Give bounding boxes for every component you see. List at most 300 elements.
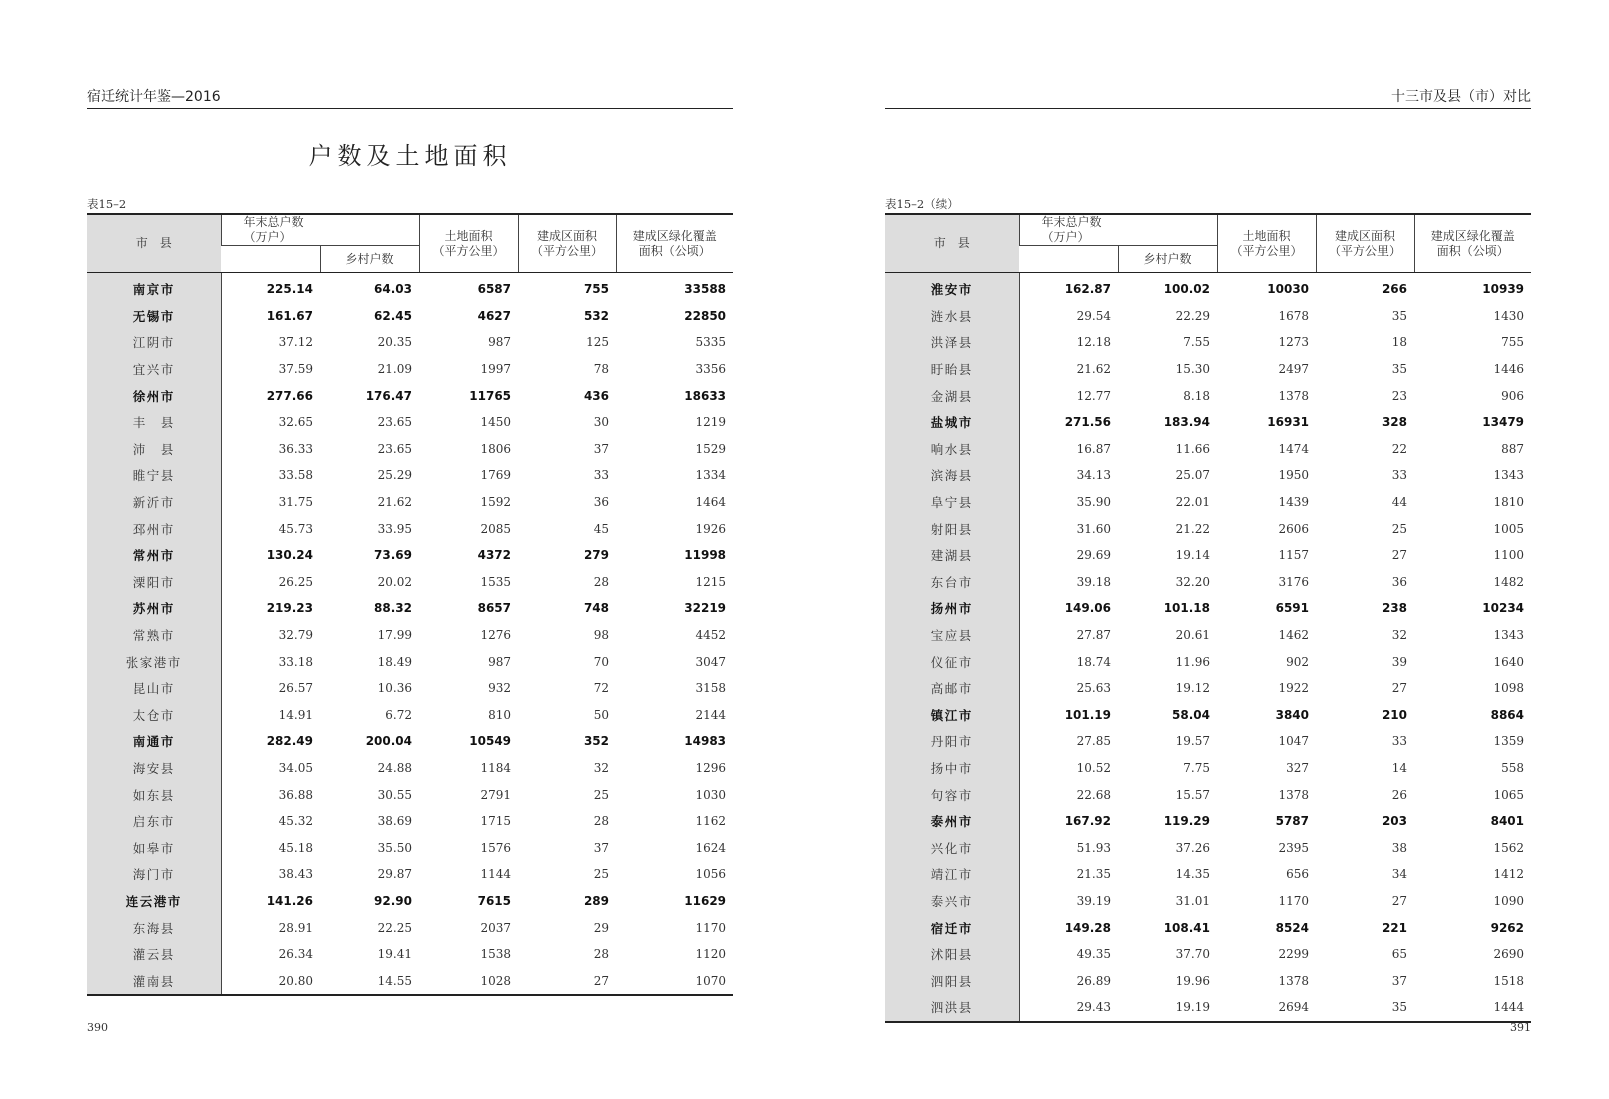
region-name-cell: 阜宁县 [885,489,1019,516]
households-cell: 28.91 [278,920,313,935]
land-cell: 1922 [1278,681,1310,696]
table-row [87,808,733,835]
table-row [87,489,733,516]
households-cell: 27.87 [1076,628,1111,643]
land-cell: 932 [488,681,512,696]
rural-cell: 100.02 [1163,282,1211,297]
built-cell: 37 [593,840,610,855]
running-head-left: 宿迁统计年鉴—2016 [87,86,733,109]
land-cell: 327 [1286,760,1310,775]
land-cell: 3840 [1275,707,1310,722]
rural-cell: 14.55 [377,973,413,988]
region-name-cell: 南通市 [87,728,221,755]
region-name-cell: 镇江市 [885,702,1019,729]
built-cell: 125 [586,335,610,350]
region-name-cell: 沭阳县 [885,941,1019,968]
households-cell: 33.58 [278,468,313,483]
table-row [885,702,1531,729]
land-cell: 7615 [477,893,512,908]
green-cell: 3356 [695,362,727,377]
households-cell: 225.14 [266,282,313,297]
rural-cell: 200.04 [365,734,413,749]
land-cell: 1538 [480,947,512,962]
rural-cell: 10.36 [377,681,413,696]
green-cell: 1215 [695,574,727,589]
rural-cell: 7.75 [1183,760,1211,775]
rural-cell: 21.09 [377,362,413,377]
rural-cell: 21.62 [377,495,413,510]
table-row [885,409,1531,436]
page-number-right: 391 [1510,1021,1531,1034]
green-cell: 8401 [1490,814,1525,829]
households-cell: 39.19 [1076,893,1111,908]
built-cell: 39 [1391,654,1408,669]
region-name-cell: 江阴市 [87,329,221,356]
rural-cell: 8.18 [1183,388,1211,403]
region-name-cell: 丰 县 [87,409,221,436]
land-cell: 1678 [1278,308,1310,323]
table-row [87,356,733,383]
rural-cell: 119.29 [1163,814,1211,829]
region-name-cell: 常州市 [87,542,221,569]
table-row [885,595,1531,622]
table-row [87,303,733,330]
header-built: 建成区面积 （平方公里） [1316,214,1414,273]
table-row [87,781,733,808]
land-cell: 1950 [1278,468,1310,483]
households-cell: 31.60 [1076,521,1111,536]
rural-cell: 18.49 [377,654,413,669]
built-cell: 32 [1391,628,1408,643]
built-cell: 25 [593,787,610,802]
built-cell: 279 [583,548,610,563]
table-row [885,462,1531,489]
green-cell: 1446 [1493,362,1525,377]
households-cell: 27.85 [1076,734,1111,749]
built-cell: 98 [593,628,610,643]
region-name-cell: 洪泽县 [885,329,1019,356]
rural-cell: 20.35 [377,335,413,350]
green-cell: 4452 [695,628,727,643]
households-cell: 162.87 [1064,282,1111,297]
built-cell: 32 [593,760,610,775]
table-row [87,648,733,675]
built-cell: 755 [583,282,610,297]
green-cell: 1334 [695,468,727,483]
table-row [885,914,1531,941]
table-row [885,622,1531,649]
table-row [87,436,733,463]
green-cell: 10939 [1482,282,1525,297]
households-cell: 29.69 [1076,548,1111,563]
households-cell: 12.77 [1076,388,1111,403]
rural-cell: 30.55 [377,787,413,802]
built-cell: 33 [1391,468,1408,483]
region-name-cell: 涟水县 [885,303,1019,330]
built-cell: 22 [1391,441,1408,456]
built-cell: 38 [1391,840,1408,855]
table-row [885,834,1531,861]
table-row [885,489,1531,516]
built-cell: 27 [1391,548,1408,563]
table-row [885,728,1531,755]
green-cell: 32219 [684,601,727,616]
rural-cell: 23.65 [377,441,413,456]
land-cell: 1462 [1278,628,1310,643]
land-cell: 1439 [1278,495,1310,510]
households-cell: 26.25 [278,574,313,589]
region-name-cell: 南京市 [87,273,221,303]
table-row [87,515,733,542]
header-rural: 乡村户数 [1118,246,1217,273]
region-name-cell: 宜兴市 [87,356,221,383]
built-cell: 266 [1381,282,1408,297]
built-cell: 221 [1381,920,1408,935]
table-row [885,273,1531,303]
built-cell: 72 [593,681,610,696]
households-cell: 149.06 [1064,601,1111,616]
green-cell: 10234 [1482,601,1525,616]
region-name-cell: 东海县 [87,914,221,941]
households-cell: 29.43 [1076,1000,1111,1015]
region-name-cell: 射阳县 [885,515,1019,542]
region-name-cell: 泰州市 [885,808,1019,835]
green-cell: 3047 [695,654,727,669]
green-cell: 1056 [695,867,727,882]
table-row [87,861,733,888]
stats-table-left [87,213,733,996]
region-name-cell: 仪征市 [885,648,1019,675]
households-cell: 21.62 [1076,362,1111,377]
built-cell: 33 [1391,734,1408,749]
households-cell: 39.18 [1076,574,1111,589]
built-cell: 36 [593,495,610,510]
green-cell: 2144 [695,707,727,722]
green-cell: 2690 [1493,947,1525,962]
built-cell: 70 [593,654,610,669]
rural-cell: 25.29 [377,468,413,483]
region-name-cell: 溧阳市 [87,569,221,596]
rural-cell: 22.29 [1175,308,1211,323]
green-cell: 1090 [1493,893,1525,908]
page-title: 户数及土地面积 [308,142,512,170]
built-cell: 37 [1391,973,1408,988]
households-cell: 130.24 [266,548,313,563]
region-name-cell: 滨海县 [885,462,1019,489]
region-name-cell: 无锡市 [87,303,221,330]
land-cell: 1715 [480,814,512,829]
table-row [885,648,1531,675]
green-cell: 1098 [1493,681,1525,696]
built-cell: 44 [1391,495,1408,510]
green-cell: 14983 [684,734,727,749]
region-name-cell: 睢宁县 [87,462,221,489]
land-cell: 1184 [480,760,512,775]
rural-cell: 17.99 [377,628,413,643]
green-cell: 1518 [1493,973,1525,988]
green-cell: 1170 [695,920,727,935]
land-cell: 8657 [477,601,512,616]
rural-cell: 11.96 [1175,654,1211,669]
built-cell: 29 [593,920,610,935]
rural-cell: 37.26 [1175,840,1211,855]
land-cell: 4372 [477,548,512,563]
land-cell: 8524 [1275,920,1310,935]
households-cell: 36.88 [278,787,313,802]
built-cell: 65 [1391,947,1408,962]
green-cell: 1343 [1493,628,1525,643]
green-cell: 3158 [695,681,727,696]
built-cell: 210 [1381,707,1408,722]
land-cell: 5787 [1275,814,1310,829]
table-row [885,569,1531,596]
rural-cell: 11.66 [1175,441,1211,456]
table-row [87,834,733,861]
region-name-cell: 扬州市 [885,595,1019,622]
region-name-cell: 如皋市 [87,834,221,861]
table-row [87,462,733,489]
rural-cell: 23.65 [377,415,413,430]
green-cell: 558 [1501,760,1525,775]
header-green: 建成区绿化覆盖 面积（公顷） [616,214,733,273]
rural-cell: 64.03 [374,282,413,297]
built-cell: 27 [1391,893,1408,908]
table-row [87,382,733,409]
households-cell: 34.13 [1076,468,1111,483]
land-cell: 1474 [1278,441,1310,456]
green-cell: 1359 [1493,734,1525,749]
households-cell: 22.68 [1076,787,1111,802]
land-cell: 656 [1286,867,1310,882]
land-cell: 1378 [1278,973,1310,988]
table-row [87,755,733,782]
land-cell: 16931 [1267,415,1310,430]
land-cell: 1047 [1278,734,1310,749]
land-cell: 2299 [1278,947,1310,962]
built-cell: 532 [583,308,610,323]
green-cell: 1444 [1493,1000,1525,1015]
land-cell: 2497 [1278,362,1310,377]
green-cell: 755 [1501,335,1525,350]
region-name-cell: 丹阳市 [885,728,1019,755]
table-row [885,994,1531,1022]
land-cell: 2395 [1278,840,1310,855]
table-row [87,273,733,303]
households-cell: 26.89 [1076,973,1111,988]
households-cell: 26.34 [278,947,313,962]
rural-cell: 88.32 [374,601,413,616]
households-cell: 45.18 [278,840,313,855]
built-cell: 23 [1391,388,1408,403]
region-name-cell: 宝应县 [885,622,1019,649]
green-cell: 1030 [695,787,727,802]
table-row [885,861,1531,888]
rural-cell: 20.02 [377,574,413,589]
built-cell: 30 [593,415,610,430]
green-cell: 1412 [1493,867,1525,882]
households-cell: 16.87 [1076,441,1111,456]
built-cell: 78 [593,362,610,377]
region-name-cell: 扬中市 [885,755,1019,782]
land-cell: 987 [488,335,512,350]
households-cell: 49.35 [1076,947,1111,962]
households-cell: 32.65 [278,415,313,430]
land-cell: 1157 [1278,548,1310,563]
households-cell: 35.90 [1076,495,1111,510]
households-cell: 12.18 [1076,335,1111,350]
region-name-cell: 昆山市 [87,675,221,702]
green-cell: 11998 [684,548,727,563]
green-cell: 1624 [695,840,727,855]
green-cell: 1162 [695,814,727,829]
built-cell: 50 [593,707,610,722]
region-name-cell: 如东县 [87,781,221,808]
region-name-cell: 响水县 [885,436,1019,463]
table-row [87,967,733,995]
table-row [87,888,733,915]
green-cell: 1430 [1493,308,1525,323]
rural-cell: 22.01 [1175,495,1211,510]
region-name-cell: 盐城市 [885,409,1019,436]
households-cell: 101.19 [1064,707,1111,722]
table-row [87,702,733,729]
built-cell: 238 [1381,601,1408,616]
land-cell: 1378 [1278,388,1310,403]
rural-cell: 21.22 [1175,521,1211,536]
green-cell: 1482 [1493,574,1525,589]
land-cell: 11765 [469,388,512,403]
table-row [885,542,1531,569]
region-name-cell: 启东市 [87,808,221,835]
land-cell: 1997 [480,362,512,377]
table-row [885,329,1531,356]
region-name-cell: 建湖县 [885,542,1019,569]
land-cell: 902 [1286,654,1310,669]
region-name-cell: 盱眙县 [885,356,1019,383]
land-cell: 2037 [480,920,512,935]
table-row [885,356,1531,383]
land-cell: 3176 [1278,574,1310,589]
households-cell: 25.63 [1076,681,1111,696]
households-cell: 36.33 [278,441,313,456]
land-cell: 1576 [480,840,512,855]
built-cell: 18 [1391,335,1408,350]
region-name-cell: 宿迁市 [885,914,1019,941]
households-cell: 271.56 [1064,415,1111,430]
rural-cell: 38.69 [377,814,413,829]
land-cell: 1273 [1278,335,1310,350]
green-cell: 1529 [695,441,727,456]
header-land: 土地面积 （平方公里） [1217,214,1316,273]
region-name-cell: 太仓市 [87,702,221,729]
region-name-cell: 靖江市 [885,861,1019,888]
rural-cell: 37.70 [1175,947,1211,962]
built-cell: 25 [1391,521,1408,536]
green-cell: 22850 [684,308,727,323]
built-cell: 28 [593,574,610,589]
table-row [87,622,733,649]
table-row [885,303,1531,330]
rural-cell: 22.25 [377,920,413,935]
header-land: 土地面积 （平方公里） [419,214,518,273]
header-households: 年末总户数 （万户） [1019,214,1217,246]
green-cell: 1219 [695,415,727,430]
land-cell: 1028 [480,973,512,988]
land-cell: 1592 [480,495,512,510]
households-cell: 45.73 [278,521,313,536]
region-name-cell: 高邮市 [885,675,1019,702]
land-cell: 1769 [480,468,512,483]
table-row [87,941,733,968]
table-row [87,409,733,436]
land-cell: 810 [488,707,512,722]
households-cell: 51.93 [1076,840,1111,855]
region-name-cell: 海门市 [87,861,221,888]
table-row [885,967,1531,994]
built-cell: 748 [583,601,610,616]
households-cell: 18.74 [1076,654,1111,669]
households-cell: 167.92 [1064,814,1111,829]
rural-cell: 6.72 [385,707,413,722]
rural-cell: 15.30 [1175,362,1211,377]
rural-cell: 176.47 [365,388,413,403]
land-cell: 10030 [1267,282,1310,297]
land-cell: 987 [488,654,512,669]
rural-cell: 19.57 [1175,734,1211,749]
header-green: 建成区绿化覆盖 面积（公顷） [1414,214,1531,273]
header-built: 建成区面积 （平方公里） [518,214,616,273]
built-cell: 27 [593,973,610,988]
land-cell: 1806 [480,441,512,456]
households-cell: 161.67 [266,308,313,323]
table-row [885,675,1531,702]
green-cell: 1464 [695,495,727,510]
land-cell: 1535 [480,574,512,589]
rural-cell: 19.14 [1175,548,1211,563]
households-cell: 14.91 [278,707,313,722]
households-cell: 31.75 [278,495,313,510]
green-cell: 1070 [695,973,727,988]
rural-cell: 25.07 [1175,468,1211,483]
land-cell: 1450 [480,415,512,430]
built-cell: 25 [593,867,610,882]
green-cell: 5335 [695,335,727,350]
table-label-left: 表15–2 [87,197,127,211]
built-cell: 27 [1391,681,1408,696]
green-cell: 1065 [1493,787,1525,802]
rural-cell: 19.41 [377,947,413,962]
rural-cell: 15.57 [1175,787,1211,802]
green-cell: 1343 [1493,468,1525,483]
green-cell: 13479 [1482,415,1525,430]
rural-cell: 31.01 [1175,893,1211,908]
built-cell: 34 [1391,867,1408,882]
green-cell: 9262 [1490,920,1525,935]
built-cell: 35 [1391,1000,1408,1015]
table-row [885,755,1531,782]
rural-cell: 7.55 [1183,335,1211,350]
households-cell: 21.35 [1076,867,1111,882]
green-cell: 1562 [1493,840,1525,855]
region-name-cell: 淮安市 [885,273,1019,303]
built-cell: 14 [1391,760,1408,775]
region-name-cell: 灌南县 [87,967,221,995]
green-cell: 1640 [1493,654,1525,669]
region-name-cell: 兴化市 [885,834,1019,861]
rural-cell: 19.19 [1175,1000,1211,1015]
region-name-cell: 泗洪县 [885,994,1019,1022]
green-cell: 1296 [695,760,727,775]
